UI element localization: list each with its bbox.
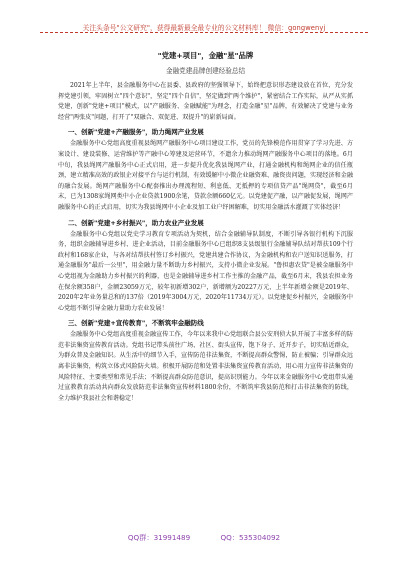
- banner-divider: [40, 32, 368, 33]
- qq-contact-label: QQ：535304092: [220, 533, 281, 542]
- section-body-3: 金融服务中心党组高度重视金融宣传工作，今年以来我中心党组联合县公安刑侦大队开展了丰富多样的防范非法集资宣传教育活动。党组书记带头前往广场、社区、街头宣传，饱下身子、近开步子，切实贴近群众，为群众普及金融知识。从生活中的细节入手，宣传防范非法集资，不断提高群众警惕，防止被骗；引导群众远离非法集资，构筑立体式风险防火墙。积极开展防范和处置非法集资宣传教育活动，用心用力宣传非法集资的风险特征、主要类型和常见手法；不断提高群众防范意识，提高识别能力。今年以来金融服务中心党组带头通过宣教教育活动共向群众发放防范非法集资宣传材料1800余份，不断筑牢我县防范和打击非法集资的防线，全力维护我县社会和谐稳定！: [58, 331, 353, 402]
- document-title: "党建+项目"，金融"星"品牌: [157, 51, 254, 60]
- document-body: [58, 50, 353, 404]
- intro-paragraph: 2021年上半年，县金融服务中心在县委、县政府的坚强领导下，始终把意识形态建设放在首位，充分发挥党建引领，牢固树立"四个意识"，坚定"四个自信"，坚定做到"两个维护"，紧密结合工作实际，从严从实抓党建，创新"党建+项目"模式，以"产融服务、金融赋能"为理念，打造金融"星"品牌，有效解决了党建与业务经营"两张皮"问题，打开了"双融合、双促进、双提升"的崭新局面。: [58, 82, 353, 121]
- document-subtitle: 金融党建品牌创建经验总结: [165, 67, 246, 75]
- contact-footer: [0, 533, 408, 543]
- promo-banner: 关注头条号"公文研究"，获得最新最全最专业的公文材料库！ 微信：gongwenyj: [82, 24, 326, 32]
- qq-group-label: QQ群：31991489: [127, 533, 191, 542]
- section-heading-3: 三、创新"党建+宣传教育"，不断筑牢金融防线: [68, 319, 204, 328]
- section-heading-1: 一、创新"党建+产融服务"，助力绳网产业发展: [68, 128, 204, 137]
- section-heading-2: 二、创新"党建+乡村振兴"，助力农业产业发展: [68, 218, 204, 227]
- section-body-1: 金融服务中心党组高度重视县绳网产融服务中心项目建设工作，党员的先锋模范作用贯穿了学习先进、方案设计、建设装修、运营维护等产融中心筹建及运营环节，不遗余力推动绳网产融服务中心项目的落地。6月中旬，我县绳网产融服务中心正式启用，进一步提升优化我县绳网产业，打通金融机构和绳网企业的信任瓶颈，建立精准高效的政银企对接平台与运行机制，有效缓解中小微企业融资难、融资贵问题，实现经济和金融的融合发展。绳网产融服务中心配套推出办理流程短、利息低、无抵押的专项信贷产品"绳网贷"，截至6月末，已为1308家绳网类中小企业贷款1900余笔，贷款余额660亿元。以党建促产融，以产融促发展，绳网产融服务中心的正式启用，切实为我县绳网中小企业及加工业户纾困解难，切实用金融活水灌溉了实体经济！: [58, 140, 353, 211]
- section-body-2: 金融服务中心党组以党史学习教育专项活动为契机，结合金融辅导队制度，不断引导各银行机构下沉服务，组织金融辅导进乡村、进企业活动，目前金融服务中心已组织8支县级银行金融辅导队结对帮扶109个行政村和168家企业，与各对结帮扶村签订乡村振兴，党建共建合作协议，为金融机构和农户送知识送服务，打通金融服务"最后一公里"，用金融力量不断助力乡村振兴，支持小微企业发展。"鲁担惠农贷"是被金融服务中心党组视为金融助力乡村振兴的利器，也是金融辅导进乡村工作主推的金融产品，截至6月末，我县农担业务在保余额358户，金额23059万元，较年初新增302户，新增额为20227万元，上半年新增金额是2019年、2020年2年业务量总和的137倍（2019年3004万元，2020年11734万元）。以党建促乡村振兴，金融服务中心党组不断引导金融力量助力农业发展！: [58, 230, 353, 312]
